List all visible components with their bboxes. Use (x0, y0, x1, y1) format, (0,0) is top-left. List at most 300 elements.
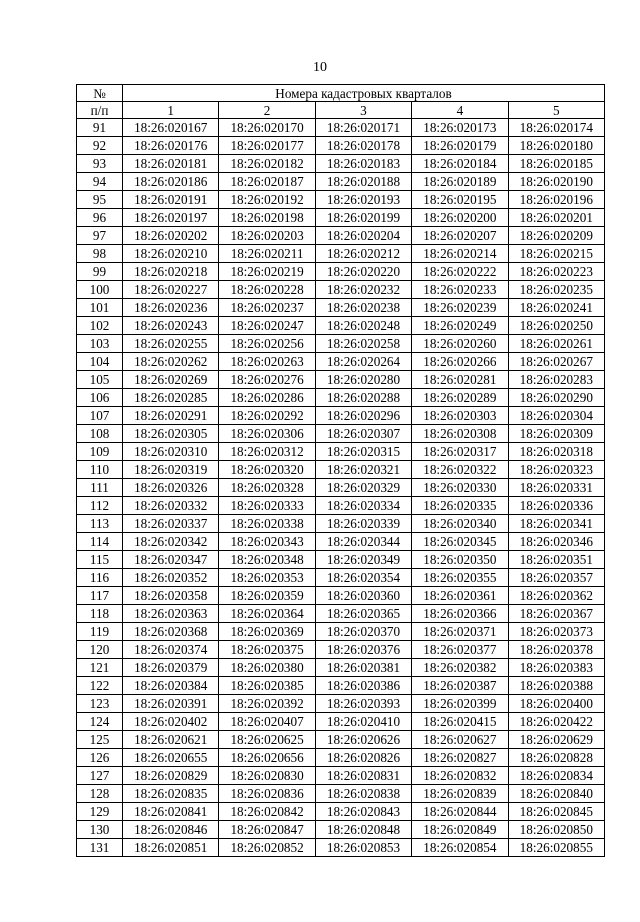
cadastral-quarter-cell: 18:26:020359 (219, 587, 315, 605)
table-row (77, 587, 605, 605)
cadastral-quarter-cell: 18:26:020832 (412, 767, 508, 785)
cadastral-quarter-cell: 18:26:020380 (219, 659, 315, 677)
cadastral-quarter-cell: 18:26:020290 (508, 389, 604, 407)
row-number: 99 (77, 263, 123, 281)
cadastral-quarter-cell: 18:26:020343 (219, 533, 315, 551)
cadastral-quarter-cell: 18:26:020344 (315, 533, 411, 551)
cadastral-quarter-cell: 18:26:020176 (123, 137, 219, 155)
header-row-2 (77, 102, 605, 119)
table-row (77, 371, 605, 389)
cadastral-quarter-cell: 18:26:020181 (123, 155, 219, 173)
cadastral-quarter-cell: 18:26:020255 (123, 335, 219, 353)
cadastral-quarter-cell: 18:26:020261 (508, 335, 604, 353)
column-header-5: 5 (508, 102, 604, 119)
cadastral-quarter-cell: 18:26:020200 (412, 209, 508, 227)
cadastral-quarter-cell: 18:26:020656 (219, 749, 315, 767)
cadastral-quarter-cell: 18:26:020834 (508, 767, 604, 785)
table-row (77, 245, 605, 263)
cadastral-quarter-cell: 18:26:020366 (412, 605, 508, 623)
cadastral-quarter-cell: 18:26:020198 (219, 209, 315, 227)
cadastral-quarter-cell: 18:26:020207 (412, 227, 508, 245)
row-number: 94 (77, 173, 123, 191)
column-header-1: 1 (123, 102, 219, 119)
cadastral-quarter-cell: 18:26:020357 (508, 569, 604, 587)
cadastral-quarter-cell: 18:26:020222 (412, 263, 508, 281)
cadastral-quarter-cell: 18:26:020236 (123, 299, 219, 317)
cadastral-quarter-cell: 18:26:020209 (508, 227, 604, 245)
cadastral-quarter-cell: 18:26:020373 (508, 623, 604, 641)
table-body (77, 119, 605, 857)
number-sub-header: п/п (77, 102, 123, 119)
cadastral-quarter-cell: 18:26:020355 (412, 569, 508, 587)
cadastral-quarter-cell: 18:26:020378 (508, 641, 604, 659)
table-row (77, 623, 605, 641)
cadastral-quarter-cell: 18:26:020305 (123, 425, 219, 443)
cadastral-quarter-cell: 18:26:020830 (219, 767, 315, 785)
table-row (77, 227, 605, 245)
cadastral-quarter-cell: 18:26:020364 (219, 605, 315, 623)
cadastral-quarter-cell: 18:26:020400 (508, 695, 604, 713)
cadastral-quarter-cell: 18:26:020835 (123, 785, 219, 803)
cadastral-quarter-cell: 18:26:020323 (508, 461, 604, 479)
cadastral-quarter-cell: 18:26:020849 (412, 821, 508, 839)
row-number: 108 (77, 425, 123, 443)
cadastral-quarter-cell: 18:26:020178 (315, 137, 411, 155)
row-number: 115 (77, 551, 123, 569)
cadastral-quarter-cell: 18:26:020177 (219, 137, 315, 155)
cadastral-quarter-cell: 18:26:020330 (412, 479, 508, 497)
cadastral-quarter-cell: 18:26:020354 (315, 569, 411, 587)
cadastral-quarter-cell: 18:26:020360 (315, 587, 411, 605)
table-row (77, 335, 605, 353)
row-number: 129 (77, 803, 123, 821)
cadastral-quarter-cell: 18:26:020264 (315, 353, 411, 371)
table-row (77, 353, 605, 371)
cadastral-quarter-cell: 18:26:020190 (508, 173, 604, 191)
cadastral-quarter-cell: 18:26:020829 (123, 767, 219, 785)
cadastral-quarter-cell: 18:26:020322 (412, 461, 508, 479)
cadastral-quarter-cell: 18:26:020285 (123, 389, 219, 407)
cadastral-quarter-cell: 18:26:020387 (412, 677, 508, 695)
cadastral-quarter-cell: 18:26:020329 (315, 479, 411, 497)
cadastral-quarter-cell: 18:26:020241 (508, 299, 604, 317)
cadastral-quarter-cell: 18:26:020232 (315, 281, 411, 299)
row-number: 92 (77, 137, 123, 155)
cadastral-quarter-cell: 18:26:020358 (123, 587, 219, 605)
cadastral-quarter-cell: 18:26:020247 (219, 317, 315, 335)
cadastral-quarter-cell: 18:26:020211 (219, 245, 315, 263)
cadastral-quarter-cell: 18:26:020334 (315, 497, 411, 515)
cadastral-quarter-cell: 18:26:020191 (123, 191, 219, 209)
cadastral-quarter-cell: 18:26:020266 (412, 353, 508, 371)
cadastral-quarter-cell: 18:26:020193 (315, 191, 411, 209)
row-number: 121 (77, 659, 123, 677)
cadastral-quarter-cell: 18:26:020197 (123, 209, 219, 227)
cadastral-quarter-cell: 18:26:020180 (508, 137, 604, 155)
cadastral-quarter-cell: 18:26:020838 (315, 785, 411, 803)
table-row (77, 425, 605, 443)
cadastral-quarter-cell: 18:26:020843 (315, 803, 411, 821)
table-row (77, 443, 605, 461)
cadastral-quarter-cell: 18:26:020249 (412, 317, 508, 335)
cadastral-quarter-cell: 18:26:020202 (123, 227, 219, 245)
cadastral-quarter-cell: 18:26:020377 (412, 641, 508, 659)
cadastral-quarter-cell: 18:26:020361 (412, 587, 508, 605)
table-row (77, 713, 605, 731)
table-row (77, 785, 605, 803)
cadastral-quarter-cell: 18:26:020186 (123, 173, 219, 191)
cadastral-quarter-cell: 18:26:020851 (123, 839, 219, 857)
row-number: 103 (77, 335, 123, 353)
cadastral-quarter-cell: 18:26:020317 (412, 443, 508, 461)
table-row (77, 767, 605, 785)
cadastral-quarter-cell: 18:26:020233 (412, 281, 508, 299)
cadastral-quarter-cell: 18:26:020338 (219, 515, 315, 533)
cadastral-quarter-cell: 18:26:020237 (219, 299, 315, 317)
cadastral-quarter-cell: 18:26:020845 (508, 803, 604, 821)
table-row (77, 209, 605, 227)
row-number: 125 (77, 731, 123, 749)
cadastral-quarter-cell: 18:26:020827 (412, 749, 508, 767)
cadastral-quarter-cell: 18:26:020256 (219, 335, 315, 353)
cadastral-quarter-cell: 18:26:020826 (315, 749, 411, 767)
cadastral-quarter-cell: 18:26:020393 (315, 695, 411, 713)
cadastral-quarter-cell: 18:26:020192 (219, 191, 315, 209)
table-row (77, 281, 605, 299)
cadastral-quarter-cell: 18:26:020370 (315, 623, 411, 641)
cadastral-quarter-cell: 18:26:020182 (219, 155, 315, 173)
table-row (77, 749, 605, 767)
cadastral-quarters-table (76, 84, 605, 857)
cadastral-quarter-cell: 18:26:020379 (123, 659, 219, 677)
cadastral-quarter-cell: 18:26:020621 (123, 731, 219, 749)
cadastral-quarter-cell: 18:26:020220 (315, 263, 411, 281)
cadastral-quarter-cell: 18:26:020385 (219, 677, 315, 695)
cadastral-quarter-cell: 18:26:020831 (315, 767, 411, 785)
cadastral-quarter-cell: 18:26:020626 (315, 731, 411, 749)
cadastral-quarter-cell: 18:26:020337 (123, 515, 219, 533)
cadastral-quarter-cell: 18:26:020288 (315, 389, 411, 407)
row-number: 110 (77, 461, 123, 479)
cadastral-quarter-cell: 18:26:020410 (315, 713, 411, 731)
cadastral-quarter-cell: 18:26:020258 (315, 335, 411, 353)
table-row (77, 677, 605, 695)
cadastral-quarter-cell: 18:26:020402 (123, 713, 219, 731)
row-number: 107 (77, 407, 123, 425)
cadastral-quarter-cell: 18:26:020203 (219, 227, 315, 245)
cadastral-quarter-cell: 18:26:020235 (508, 281, 604, 299)
table-row (77, 821, 605, 839)
cadastral-quarter-cell: 18:26:020841 (123, 803, 219, 821)
table-row (77, 389, 605, 407)
cadastral-quarter-cell: 18:26:020219 (219, 263, 315, 281)
cadastral-quarter-cell: 18:26:020187 (219, 173, 315, 191)
cadastral-quarter-cell: 18:26:020392 (219, 695, 315, 713)
cadastral-quarter-cell: 18:26:020309 (508, 425, 604, 443)
cadastral-quarter-cell: 18:26:020283 (508, 371, 604, 389)
cadastral-quarter-cell: 18:26:020836 (219, 785, 315, 803)
cadastral-quarter-cell: 18:26:020170 (219, 119, 315, 137)
cadastral-quarter-cell: 18:26:020188 (315, 173, 411, 191)
row-number: 112 (77, 497, 123, 515)
cadastral-quarter-cell: 18:26:020369 (219, 623, 315, 641)
cadastral-quarter-cell: 18:26:020326 (123, 479, 219, 497)
cadastral-quarter-cell: 18:26:020388 (508, 677, 604, 695)
row-number: 105 (77, 371, 123, 389)
table-row (77, 569, 605, 587)
cadastral-quarter-cell: 18:26:020399 (412, 695, 508, 713)
cadastral-quarter-cell: 18:26:020381 (315, 659, 411, 677)
header-row-1 (77, 85, 605, 102)
table-row (77, 839, 605, 857)
cadastral-quarter-cell: 18:26:020842 (219, 803, 315, 821)
table-row (77, 497, 605, 515)
table-row (77, 731, 605, 749)
table-row (77, 263, 605, 281)
cadastral-quarter-cell: 18:26:020210 (123, 245, 219, 263)
cadastral-quarter-cell: 18:26:020655 (123, 749, 219, 767)
row-number: 122 (77, 677, 123, 695)
cadastral-quarter-cell: 18:26:020351 (508, 551, 604, 569)
cadastral-quarter-cell: 18:26:020350 (412, 551, 508, 569)
cadastral-quarter-cell: 18:26:020854 (412, 839, 508, 857)
cadastral-quarter-cell: 18:26:020196 (508, 191, 604, 209)
cadastral-quarter-cell: 18:26:020260 (412, 335, 508, 353)
row-number: 91 (77, 119, 123, 137)
cadastral-quarter-cell: 18:26:020303 (412, 407, 508, 425)
table-row (77, 605, 605, 623)
cadastral-quarter-cell: 18:26:020333 (219, 497, 315, 515)
cadastral-quarter-cell: 18:26:020173 (412, 119, 508, 137)
row-number: 118 (77, 605, 123, 623)
cadastral-quarter-cell: 18:26:020846 (123, 821, 219, 839)
cadastral-quarter-cell: 18:26:020238 (315, 299, 411, 317)
cadastral-quarter-cell: 18:26:020291 (123, 407, 219, 425)
cadastral-quarter-cell: 18:26:020281 (412, 371, 508, 389)
table-row (77, 461, 605, 479)
cadastral-quarter-cell: 18:26:020331 (508, 479, 604, 497)
row-number: 119 (77, 623, 123, 641)
row-number: 123 (77, 695, 123, 713)
cadastral-quarter-cell: 18:26:020269 (123, 371, 219, 389)
cadastral-quarter-cell: 18:26:020250 (508, 317, 604, 335)
cadastral-quarter-cell: 18:26:020280 (315, 371, 411, 389)
cadastral-quarter-cell: 18:26:020374 (123, 641, 219, 659)
cadastral-quarter-cell: 18:26:020315 (315, 443, 411, 461)
cadastral-quarter-cell: 18:26:020239 (412, 299, 508, 317)
table-row (77, 119, 605, 137)
cadastral-quarter-cell: 18:26:020352 (123, 569, 219, 587)
cadastral-quarter-cell: 18:26:020839 (412, 785, 508, 803)
cadastral-quarter-cell: 18:26:020383 (508, 659, 604, 677)
cadastral-quarter-cell: 18:26:020363 (123, 605, 219, 623)
cadastral-quarter-cell: 18:26:020828 (508, 749, 604, 767)
cadastral-quarter-cell: 18:26:020342 (123, 533, 219, 551)
table-row (77, 659, 605, 677)
column-header-3: 3 (315, 102, 411, 119)
cadastral-quarter-cell: 18:26:020248 (315, 317, 411, 335)
cadastral-quarter-cell: 18:26:020312 (219, 443, 315, 461)
table-row (77, 407, 605, 425)
cadastral-quarter-cell: 18:26:020339 (315, 515, 411, 533)
cadastral-quarter-cell: 18:26:020319 (123, 461, 219, 479)
table-row (77, 479, 605, 497)
row-number: 130 (77, 821, 123, 839)
cadastral-quarter-cell: 18:26:020195 (412, 191, 508, 209)
table-row (77, 551, 605, 569)
cadastral-quarter-cell: 18:26:020386 (315, 677, 411, 695)
cadastral-quarter-cell: 18:26:020310 (123, 443, 219, 461)
cadastral-quarter-cell: 18:26:020199 (315, 209, 411, 227)
cadastral-quarter-cell: 18:26:020201 (508, 209, 604, 227)
cadastral-quarter-cell: 18:26:020391 (123, 695, 219, 713)
table-row (77, 155, 605, 173)
cadastral-quarter-cell: 18:26:020853 (315, 839, 411, 857)
cadastral-quarter-cell: 18:26:020371 (412, 623, 508, 641)
cadastral-quarter-cell: 18:26:020212 (315, 245, 411, 263)
cadastral-quarter-cell: 18:26:020340 (412, 515, 508, 533)
cadastral-quarter-cell: 18:26:020384 (123, 677, 219, 695)
cadastral-quarter-cell: 18:26:020346 (508, 533, 604, 551)
cadastral-quarter-cell: 18:26:020308 (412, 425, 508, 443)
table-row (77, 515, 605, 533)
row-number: 106 (77, 389, 123, 407)
cadastral-quarter-cell: 18:26:020174 (508, 119, 604, 137)
cadastral-quarter-cell: 18:26:020348 (219, 551, 315, 569)
cadastral-quarter-cell: 18:26:020376 (315, 641, 411, 659)
cadastral-quarter-cell: 18:26:020228 (219, 281, 315, 299)
page-number: 10 (313, 60, 327, 75)
cadastral-quarter-cell: 18:26:020848 (315, 821, 411, 839)
cadastral-quarter-cell: 18:26:020223 (508, 263, 604, 281)
cadastral-quarter-cell: 18:26:020276 (219, 371, 315, 389)
cadastral-quarter-cell: 18:26:020263 (219, 353, 315, 371)
cadastral-quarter-cell: 18:26:020171 (315, 119, 411, 137)
row-number: 102 (77, 317, 123, 335)
cadastral-quarter-cell: 18:26:020304 (508, 407, 604, 425)
row-number: 97 (77, 227, 123, 245)
cadastral-quarter-cell: 18:26:020286 (219, 389, 315, 407)
row-number: 114 (77, 533, 123, 551)
cadastral-quarter-cell: 18:26:020627 (412, 731, 508, 749)
cadastral-quarter-cell: 18:26:020292 (219, 407, 315, 425)
row-number: 96 (77, 209, 123, 227)
cadastral-quarter-cell: 18:26:020332 (123, 497, 219, 515)
row-number: 93 (77, 155, 123, 173)
cadastral-quarter-cell: 18:26:020320 (219, 461, 315, 479)
cadastral-quarter-cell: 18:26:020185 (508, 155, 604, 173)
row-number: 128 (77, 785, 123, 803)
row-number: 117 (77, 587, 123, 605)
table-row (77, 641, 605, 659)
row-number: 109 (77, 443, 123, 461)
cadastral-quarter-cell: 18:26:020215 (508, 245, 604, 263)
cadastral-quarter-cell: 18:26:020204 (315, 227, 411, 245)
row-number: 100 (77, 281, 123, 299)
cadastral-quarter-cell: 18:26:020218 (123, 263, 219, 281)
cadastral-quarter-cell: 18:26:020367 (508, 605, 604, 623)
cadastral-quarter-cell: 18:26:020415 (412, 713, 508, 731)
table-row (77, 191, 605, 209)
table-row (77, 533, 605, 551)
row-number: 124 (77, 713, 123, 731)
group-title-header: Номера кадастровых кварталов (123, 85, 605, 102)
row-number: 111 (77, 479, 123, 497)
cadastral-quarter-cell: 18:26:020267 (508, 353, 604, 371)
cadastral-quarter-cell: 18:26:020345 (412, 533, 508, 551)
cadastral-quarter-cell: 18:26:020167 (123, 119, 219, 137)
row-number: 116 (77, 569, 123, 587)
cadastral-quarter-cell: 18:26:020179 (412, 137, 508, 155)
row-number: 95 (77, 191, 123, 209)
row-number: 120 (77, 641, 123, 659)
table-header (77, 85, 605, 119)
cadastral-quarter-cell: 18:26:020368 (123, 623, 219, 641)
cadastral-quarter-cell: 18:26:020375 (219, 641, 315, 659)
row-number: 126 (77, 749, 123, 767)
column-header-2: 2 (219, 102, 315, 119)
cadastral-quarter-cell: 18:26:020335 (412, 497, 508, 515)
table-row (77, 173, 605, 191)
cadastral-quarter-cell: 18:26:020214 (412, 245, 508, 263)
table-row (77, 317, 605, 335)
table-row (77, 695, 605, 713)
cadastral-quarter-cell: 18:26:020353 (219, 569, 315, 587)
row-number: 113 (77, 515, 123, 533)
cadastral-quarter-cell: 18:26:020422 (508, 713, 604, 731)
cadastral-quarter-cell: 18:26:020183 (315, 155, 411, 173)
cadastral-quarter-cell: 18:26:020840 (508, 785, 604, 803)
table-row (77, 299, 605, 317)
cadastral-quarter-cell: 18:26:020328 (219, 479, 315, 497)
table-row (77, 803, 605, 821)
row-number: 98 (77, 245, 123, 263)
cadastral-quarter-cell: 18:26:020349 (315, 551, 411, 569)
cadastral-quarter-cell: 18:26:020318 (508, 443, 604, 461)
cadastral-quarter-cell: 18:26:020382 (412, 659, 508, 677)
cadastral-quarter-cell: 18:26:020184 (412, 155, 508, 173)
cadastral-quarter-cell: 18:26:020847 (219, 821, 315, 839)
cadastral-quarter-cell: 18:26:020855 (508, 839, 604, 857)
cadastral-quarter-cell: 18:26:020852 (219, 839, 315, 857)
cadastral-quarter-cell: 18:26:020629 (508, 731, 604, 749)
row-number: 104 (77, 353, 123, 371)
cadastral-quarter-cell: 18:26:020289 (412, 389, 508, 407)
column-header-4: 4 (412, 102, 508, 119)
cadastral-quarter-cell: 18:26:020307 (315, 425, 411, 443)
cadastral-quarter-cell: 18:26:020625 (219, 731, 315, 749)
cadastral-quarter-cell: 18:26:020362 (508, 587, 604, 605)
cadastral-quarter-cell: 18:26:020341 (508, 515, 604, 533)
cadastral-quarter-cell: 18:26:020336 (508, 497, 604, 515)
cadastral-quarter-cell: 18:26:020844 (412, 803, 508, 821)
cadastral-quarter-cell: 18:26:020243 (123, 317, 219, 335)
cadastral-quarter-cell: 18:26:020321 (315, 461, 411, 479)
cadastral-quarter-cell: 18:26:020296 (315, 407, 411, 425)
row-number: 127 (77, 767, 123, 785)
cadastral-quarter-cell: 18:26:020347 (123, 551, 219, 569)
row-number: 131 (77, 839, 123, 857)
row-number: 101 (77, 299, 123, 317)
cadastral-quarter-cell: 18:26:020262 (123, 353, 219, 371)
table-row (77, 137, 605, 155)
cadastral-quarter-cell: 18:26:020227 (123, 281, 219, 299)
cadastral-quarter-cell: 18:26:020407 (219, 713, 315, 731)
number-symbol-header: № (77, 85, 123, 102)
cadastral-quarter-cell: 18:26:020189 (412, 173, 508, 191)
cadastral-quarter-cell: 18:26:020306 (219, 425, 315, 443)
cadastral-quarter-cell: 18:26:020365 (315, 605, 411, 623)
